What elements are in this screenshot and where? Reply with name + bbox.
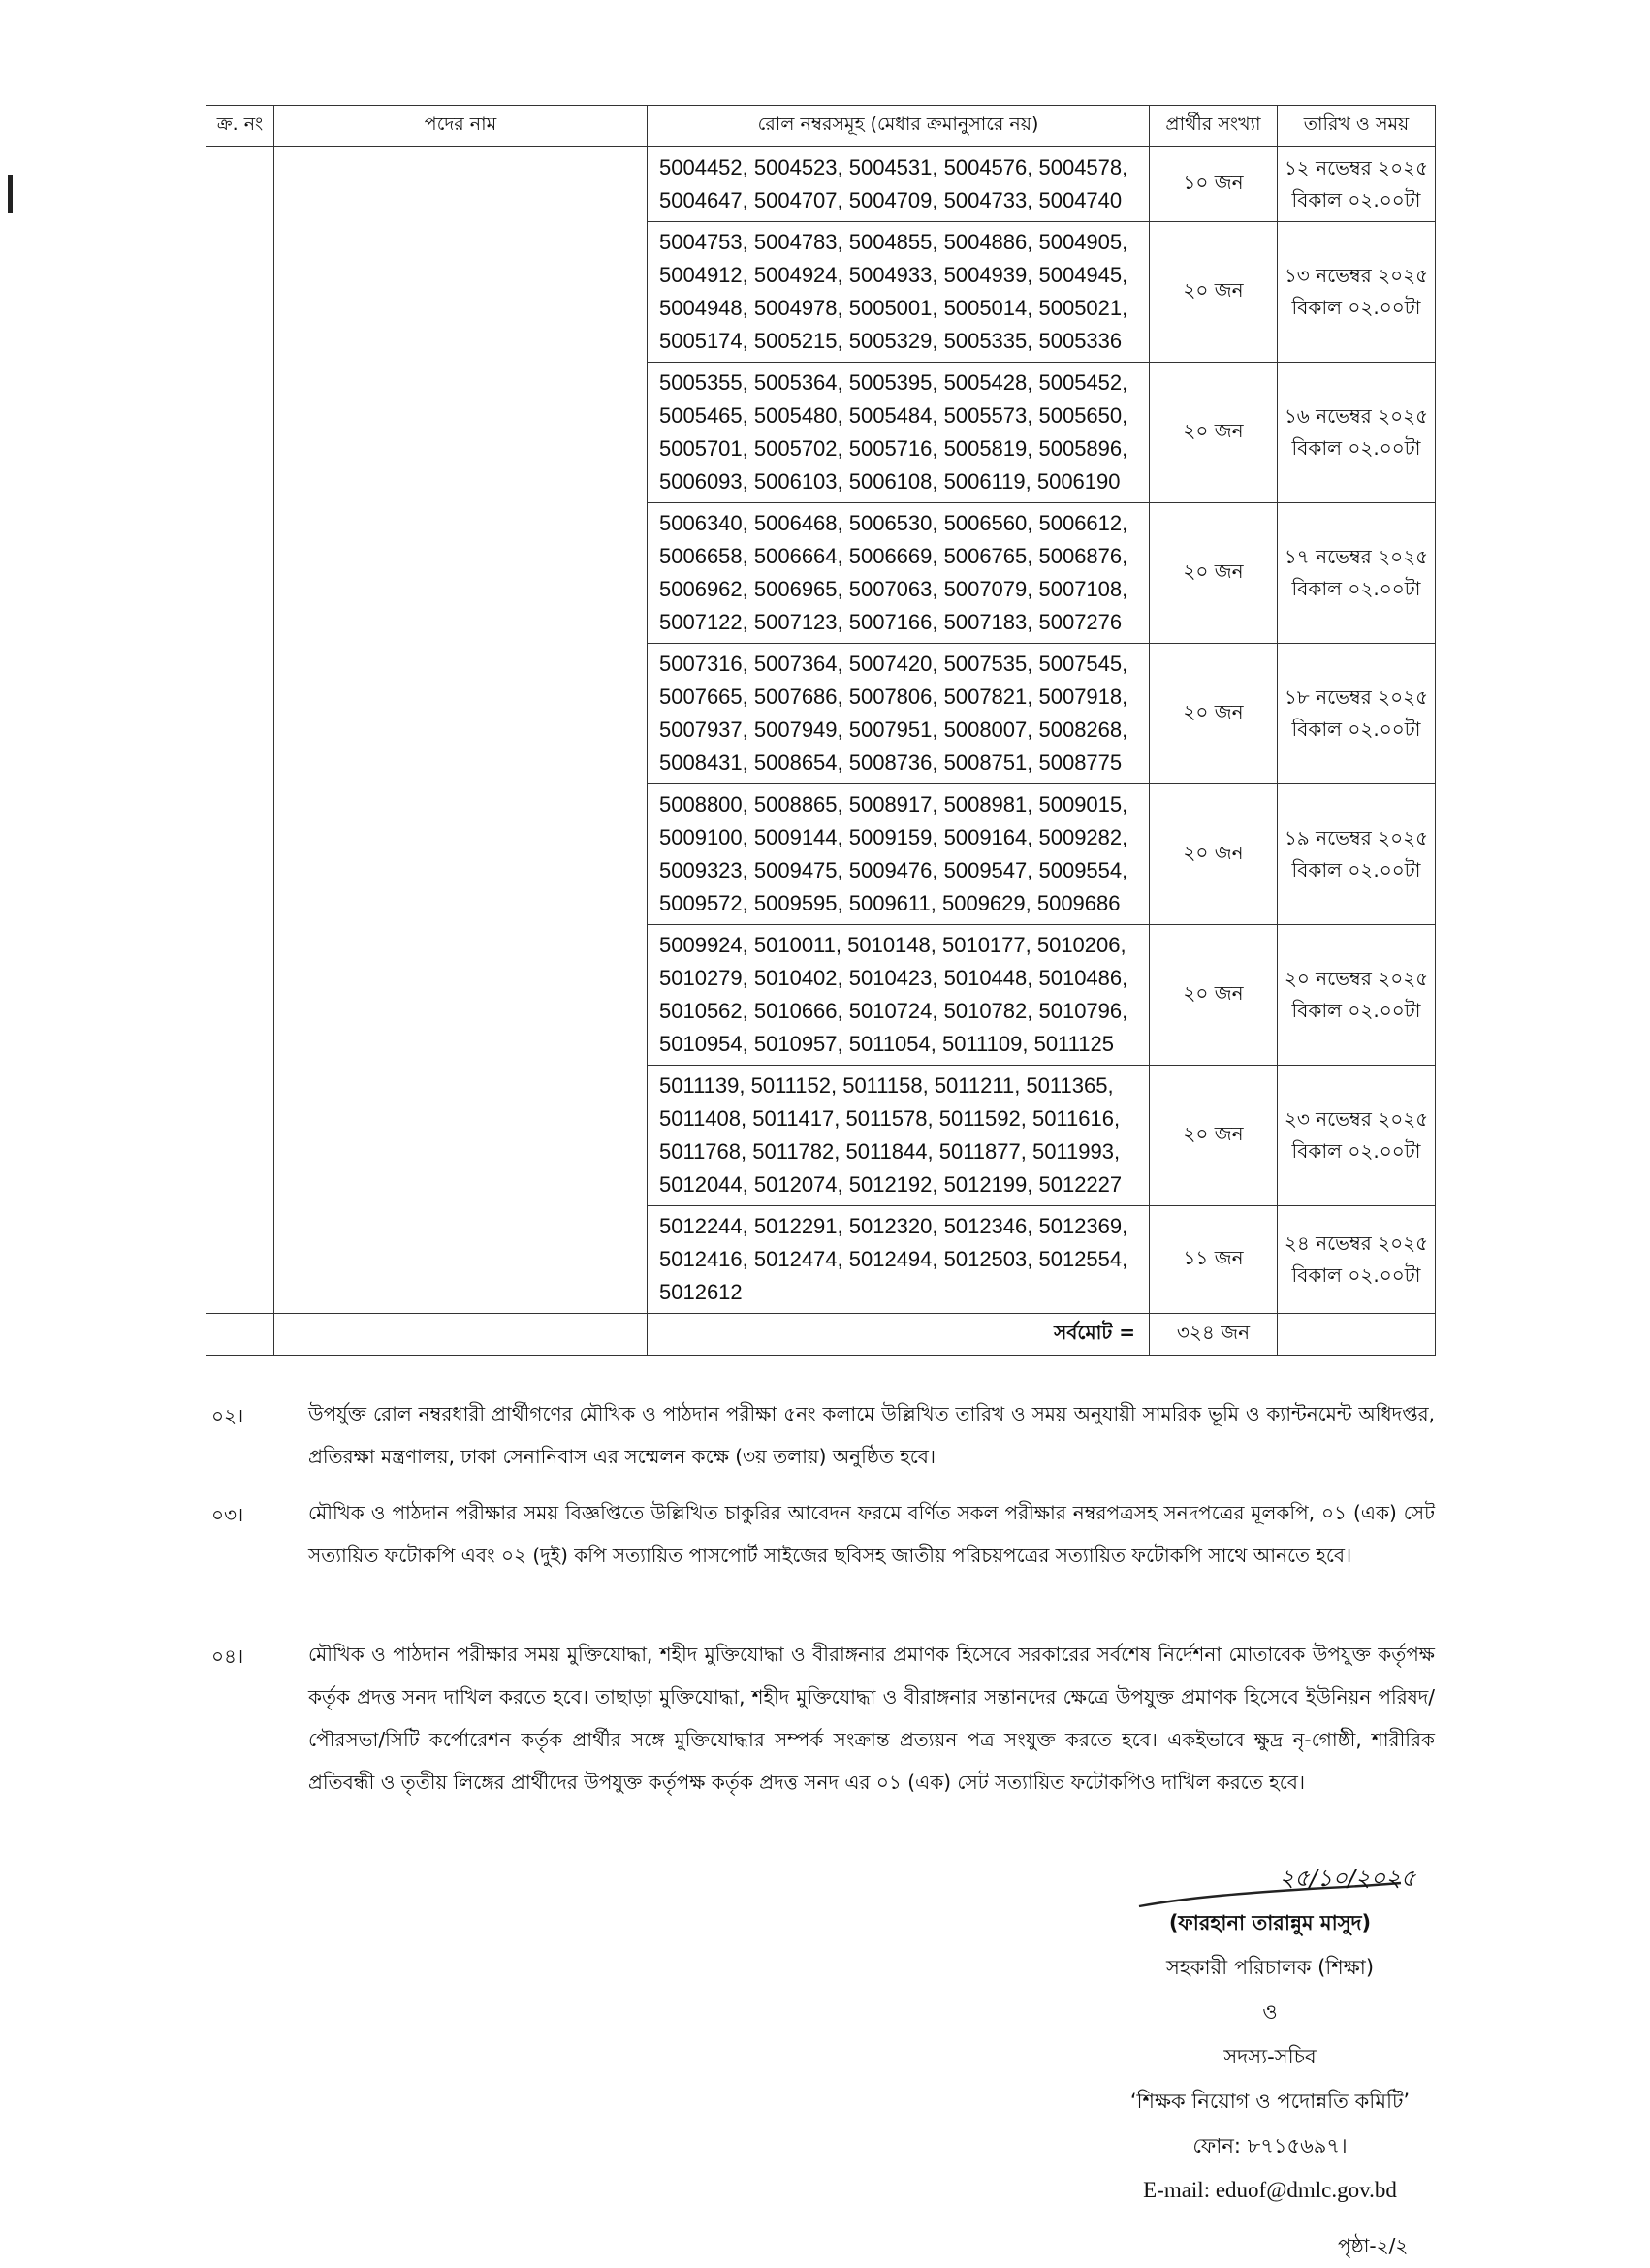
total-row <box>206 1314 1436 1356</box>
roll-line: 5009323, 5009475, 5009476, 5009547, 5009554, <box>659 858 1128 882</box>
exam-date: ১৭ নভেম্বর ২০২৫ <box>1284 545 1429 568</box>
roll-line: 5004452, 5004523, 5004531, 5004576, 5004578, <box>659 155 1128 179</box>
note-number: ০৩। <box>211 1503 244 1526</box>
note-paragraph: মৌখিক ও পাঠদান পরীক্ষার সময় বিজ্ঞপ্তিতে উল্লিখিত চাকুরির আবেদন ফরমে বর্ণিত সকল পরীক্ষার নম্বরপত্রসহ সনদপত্রের মূলকপি, ০১ (এক) সেট সত্যায়িত ফটোকপি এবং ০২ (দুই) কপি সত্যায়িত পাসপোর্ট সাইজের ছবিসহ জাতীয় পরিচয়পত্রের সত্যায়িত ফটোকপি সাথে আনতে হবে। <box>308 1501 1435 1567</box>
exam-date: ১৬ নভেম্বর ২০২৫ <box>1284 404 1429 428</box>
signature-date: ২৫/১০/২০২৫ <box>1279 1865 1416 1892</box>
exam-time: বিকাল ০২.০০টা <box>1291 858 1421 881</box>
exam-time: বিকাল ০২.০০টা <box>1291 296 1421 319</box>
total-empty-cell <box>1278 1314 1436 1356</box>
candidate-count: ২০ জন <box>1150 222 1278 363</box>
roll-line: 5011139, 5011152, 5011158, 5011211, 5011365, <box>659 1073 1114 1098</box>
roll-line: 5006340, 5006468, 5006530, 5006560, 5006612, <box>659 511 1128 535</box>
roll-numbers-cell <box>648 503 1150 644</box>
note-paragraph: মৌখিক ও পাঠদান পরীক্ষার সময় মুক্তিযোদ্ধা, শহীদ মুক্তিযোদ্ধা ও বীরাঙ্গনার প্রমাণক হিসেবে সরকারের সর্বশেষ নির্দেশনা মোতাবেক উপযুক্ত কর্তৃপক্ষ কর্তৃক প্রদত্ত সনদ দাখিল করতে হবে। তাছাড়া মুক্তিযোদ্ধা, শহীদ মুক্তিযোদ্ধা ও বীরাঙ্গনার সন্তানদের ক্ষেত্রে উপযুক্ত প্রমাণক হিসেবে ইউনিয়ন পরিষদ/পৌরসভা/সিটি কর্পোরেশন কর্তৃক প্রার্থীর সঙ্গে মুক্তিযোদ্ধার সম্পর্ক সংক্রান্ত প্রত্যয়ন পত্র সংযুক্ত করতে হবে। একইভাবে ক্ষুদ্র নৃ-গোষ্ঠী, শারীরিক প্রতিবন্ধী ও তৃতীয় লিঙ্গের প্রার্থীদের উপযুক্ত কর্তৃপক্ষ কর্তৃক প্রদত্ত সনদ এর ০১ (এক) সেট সত্যায়িত ফটোকপিও দাখিল করতে হবে। <box>308 1643 1435 1794</box>
signatory-conjunction: ও <box>1262 2000 1278 2024</box>
roll-line: 5004647, 5004707, 5004709, 5004733, 5004740 <box>659 188 1123 212</box>
candidate-count: ২০ জন <box>1150 363 1278 503</box>
roll-line: 5009100, 5009144, 5009159, 5009164, 5009282, <box>659 825 1128 849</box>
roll-line: 5012612 <box>659 1280 743 1304</box>
roll-number-table <box>206 105 1436 1356</box>
roll-line: 5004948, 5004978, 5005001, 5005014, 5005021, <box>659 296 1128 320</box>
serial-cell <box>206 147 274 1314</box>
candidate-count: ২০ জন <box>1150 925 1278 1066</box>
exam-date: ১৩ নভেম্বর ২০২৫ <box>1284 264 1429 287</box>
exam-date: ১৯ নভেম্বর ২০২৫ <box>1284 826 1429 849</box>
header-serial: ক্র. নং <box>206 106 274 147</box>
post-name-cell <box>274 147 648 1314</box>
roll-line: 5010562, 5010666, 5010724, 5010782, 5010796, <box>659 999 1128 1023</box>
total-count: ৩২৪ জন <box>1150 1314 1278 1356</box>
roll-line: 5005465, 5005480, 5005484, 5005573, 5005650, <box>659 403 1128 428</box>
candidate-count: ২০ জন <box>1150 784 1278 925</box>
date-time-cell <box>1278 1206 1436 1314</box>
committee-name: ‘শিক্ষক নিয়োগ ও পদোন্নতি কমিটি’ <box>1129 2090 1411 2113</box>
signatory-designation: সহকারী পরিচালক (শিক্ষা) <box>1165 1956 1375 1979</box>
roll-line: 5012416, 5012474, 5012494, 5012503, 5012554, <box>659 1247 1128 1271</box>
roll-numbers-cell <box>648 222 1150 363</box>
roll-line: 5005355, 5005364, 5005395, 5005428, 5005452, <box>659 370 1128 395</box>
exam-time: বিকাল ০২.০০টা <box>1291 1263 1421 1287</box>
signatory-role: সদস্য-সচিব <box>1223 2045 1317 2068</box>
roll-numbers-cell <box>648 784 1150 925</box>
candidate-count: ১১ জন <box>1150 1206 1278 1314</box>
candidate-count: ২০ জন <box>1150 644 1278 784</box>
roll-line: 5010279, 5010402, 5010423, 5010448, 5010486, <box>659 966 1128 990</box>
roll-line: 5007937, 5007949, 5007951, 5008007, 5008268, <box>659 718 1128 742</box>
exam-date: ১২ নভেম্বর ২০২৫ <box>1284 156 1429 179</box>
roll-line: 5009924, 5010011, 5010148, 5010177, 5010206, <box>659 933 1126 957</box>
roll-line: 5012044, 5012074, 5012192, 5012199, 5012227 <box>659 1172 1123 1197</box>
roll-numbers-cell <box>648 925 1150 1066</box>
total-label: সর্বমোট = <box>648 1314 1150 1356</box>
candidate-count: ২০ জন <box>1150 1066 1278 1206</box>
exam-time: বিকাল ০২.০০টা <box>1291 999 1421 1022</box>
exam-date: ২৪ নভেম্বর ২০২৫ <box>1284 1231 1429 1255</box>
email-address: E-mail: eduof@dmlc.gov.bd <box>1143 2178 1397 2202</box>
date-time-cell <box>1278 147 1436 222</box>
total-empty-cell <box>206 1314 274 1356</box>
note-number: ০৪। <box>211 1645 244 1668</box>
exam-time: বিকাল ০২.০০টা <box>1291 577 1421 600</box>
date-time-cell <box>1278 784 1436 925</box>
exam-date: ১৮ নভেম্বর ২০২৫ <box>1284 686 1429 709</box>
header-candidate-count: প্রার্থীর সংখ্যা <box>1150 106 1278 147</box>
roll-line: 5012244, 5012291, 5012320, 5012346, 5012369, <box>659 1214 1128 1238</box>
date-time-cell <box>1278 1066 1436 1206</box>
exam-time: বিকাল ০২.০০টা <box>1291 436 1421 460</box>
roll-line: 5007122, 5007123, 5007166, 5007183, 5007276 <box>659 610 1123 634</box>
signatory-name: (ফারহানা তারান্নুম মাসুদ) <box>1168 1911 1372 1934</box>
roll-line: 5009572, 5009595, 5009611, 5009629, 5009686 <box>659 891 1121 915</box>
exam-time: বিকাল ০২.০০টা <box>1291 188 1421 211</box>
roll-line: 5008431, 5008654, 5008736, 5008751, 5008775 <box>659 751 1123 775</box>
exam-time: বিকাল ০২.০০টা <box>1291 1139 1421 1163</box>
roll-line: 5011408, 5011417, 5011578, 5011592, 5011616, <box>659 1106 1121 1131</box>
roll-line: 5006962, 5006965, 5007063, 5007079, 5007108, <box>659 577 1128 601</box>
roll-line: 5007316, 5007364, 5007420, 5007535, 5007545, <box>659 652 1128 676</box>
roll-numbers-cell <box>648 363 1150 503</box>
note-number: ০২। <box>211 1404 244 1427</box>
date-time-cell <box>1278 925 1436 1066</box>
roll-line: 5004912, 5004924, 5004933, 5004939, 5004945, <box>659 263 1128 287</box>
roll-line: 5004753, 5004783, 5004855, 5004886, 5004905, <box>659 230 1128 254</box>
table-row <box>206 147 1436 222</box>
roll-line: 5006093, 5006103, 5006108, 5006119, 5006190 <box>659 469 1121 494</box>
roll-line: 5005701, 5005702, 5005716, 5005819, 5005896, <box>659 436 1128 461</box>
roll-numbers-cell <box>648 644 1150 784</box>
page-number: পৃষ্ঠা-২/২ <box>1338 2234 1409 2257</box>
date-time-cell <box>1278 222 1436 363</box>
roll-line: 5006658, 5006664, 5006669, 5006765, 5006876, <box>659 544 1128 568</box>
table-header-row <box>206 106 1436 147</box>
roll-line: 5010954, 5010957, 5011054, 5011109, 5011125 <box>659 1032 1114 1056</box>
roll-numbers-cell <box>648 1066 1150 1206</box>
header-post-name: পদের নাম <box>274 106 648 147</box>
header-roll-numbers: রোল নম্বরসমূহ (মেধার ক্রমানুসারে নয়) <box>648 106 1150 147</box>
signature-block <box>1018 1862 1522 2211</box>
date-time-cell <box>1278 644 1436 784</box>
note-paragraph: উপর্যুক্ত রোল নম্বরধারী প্রার্থীগণের মৌখিক ও পাঠদান পরীক্ষা ৫নং কলামে উল্লিখিত তারিখ ও সময় অনুযায়ী সামরিক ভূমি ও ক্যান্টনমেন্ট অধিদপ্তর, প্রতিরক্ষা মন্ত্রণালয়, ঢাকা সেনানিবাস এর সম্মেলন কক্ষে (৩য় তলায়) অনুষ্ঠিত হবে। <box>308 1402 1435 1468</box>
roll-line: 5005174, 5005215, 5005329, 5005335, 5005336 <box>659 329 1123 353</box>
phone-number: ফোন: ৮৭১৫৬৯৭। <box>1192 2134 1348 2157</box>
header-date-time: তারিখ ও সময় <box>1278 106 1436 147</box>
roll-line: 5007665, 5007686, 5007806, 5007821, 5007918, <box>659 685 1128 709</box>
total-empty-cell <box>274 1314 648 1356</box>
scan-edge-mark <box>8 175 13 213</box>
exam-date: ২৩ নভেম্বর ২০২৫ <box>1284 1107 1429 1131</box>
roll-numbers-cell <box>648 147 1150 222</box>
exam-time: বিকাল ০২.০০টা <box>1291 718 1421 741</box>
candidate-count: ২০ জন <box>1150 503 1278 644</box>
roll-line: 5011768, 5011782, 5011844, 5011877, 5011993, <box>659 1139 1121 1164</box>
roll-numbers-cell <box>648 1206 1150 1314</box>
exam-date: ২০ নভেম্বর ২০২৫ <box>1284 967 1429 990</box>
date-time-cell <box>1278 503 1436 644</box>
date-time-cell <box>1278 363 1436 503</box>
candidate-count: ১০ জন <box>1150 147 1278 222</box>
roll-line: 5008800, 5008865, 5008917, 5008981, 5009015, <box>659 792 1128 816</box>
